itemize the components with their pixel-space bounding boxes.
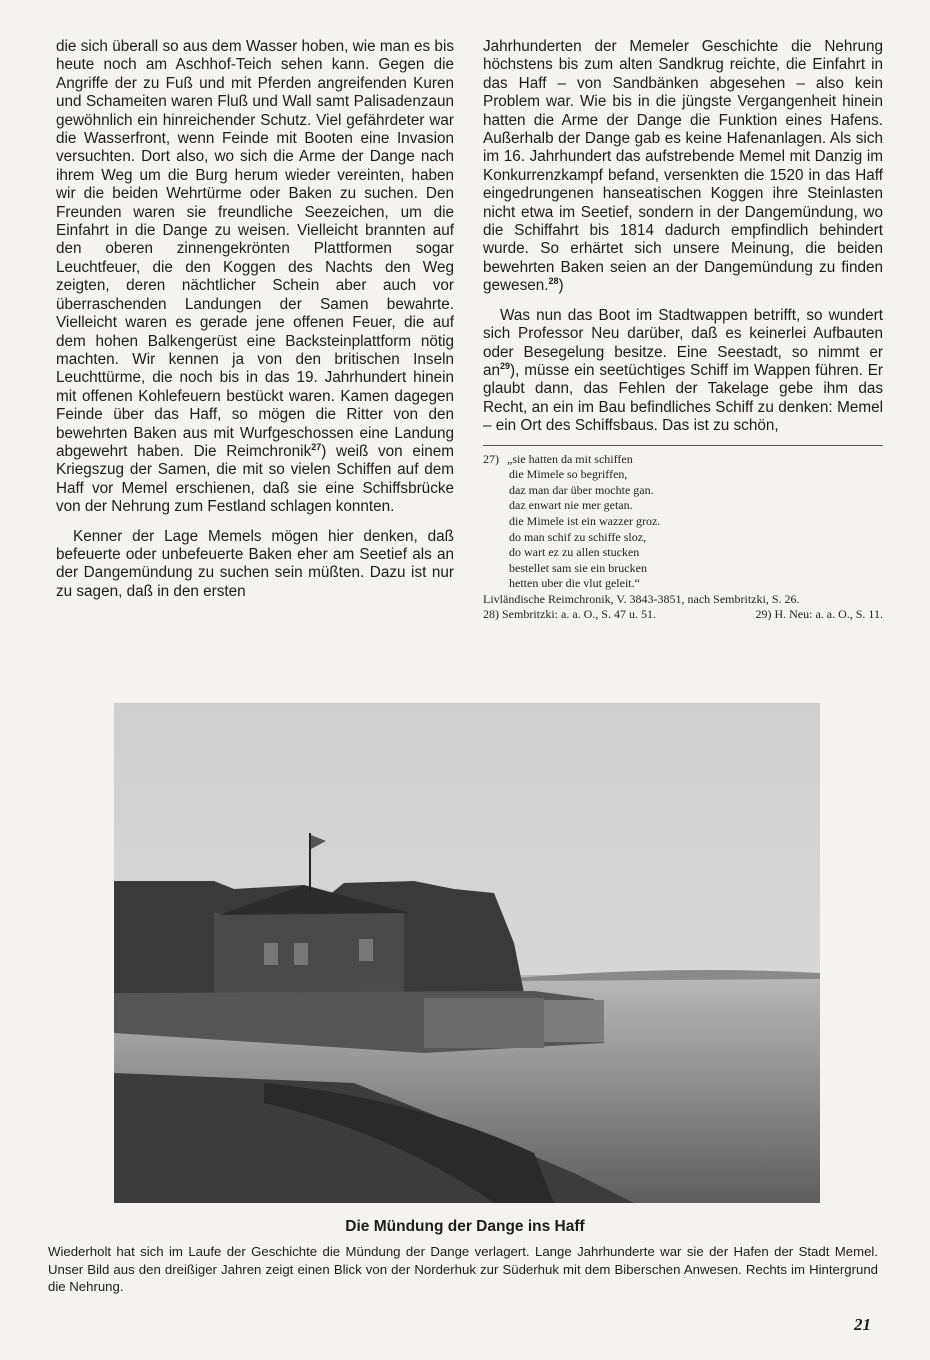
footnote-29: 29) H. Neu: a. a. O., S. 11.	[755, 607, 883, 622]
pier-end	[544, 1000, 604, 1042]
poem-line: daz enwart nie mer getan.	[509, 498, 633, 513]
footnote-divider	[483, 445, 883, 446]
right-text-column	[483, 38, 883, 623]
poem-line: hetten uber die vlut geleit.“	[509, 576, 640, 591]
footnote-28: 28) Sembritzki: a. a. O., S. 47 u. 51.	[483, 607, 656, 622]
poem-line: do man schif zu schiffe sloz,	[509, 529, 647, 544]
house-wall	[214, 913, 404, 993]
footnotes	[483, 452, 883, 624]
footnote-ref-29: 29	[500, 360, 511, 371]
right-paragraph-1: Jahrhunderten der Memeler Geschichte die Nehrung höchstens bis zum alten Sandkrug reichte, die Einfahrt in das Haff – von Sandbänken abgesehen – also kein Problem war. Wie bis in die jüngste Vergangenheit hinein hatten die Arme der Dange die Funktion eines Hafens. Außerhalb der Dange gab es keine Hafenanlagen. Als sich im 16. Jahrhundert das aufstrebende Memel mit Danzig im Konkurrenzkampf befand, versenkten die 1520 in das Haff eingedrungenen hanseatischen Koggen ihre Steinlasten nicht etwa im Seetief, sondern in der Dangemündung, wo die Schiffahrt bis 1814 dadurch empfindlich behindert wurde. So erhärtet sich unsere Meinung, die beiden bewehrten Baken seien an der Dangemündung zu finden gewesen.$^{28}$)	[483, 38, 883, 295]
poem-line: die Mimele ist ein wazzer groz.	[509, 513, 661, 528]
poem-line: do wart ez zu allen stucken	[509, 545, 640, 560]
left-text-column	[56, 38, 454, 601]
flag-pole	[309, 833, 311, 891]
page-number: 21	[854, 1315, 871, 1334]
left-paragraph-2: Kenner der Lage Memels mögen hier denken, daß befeuerte oder unbefeuerte Baken eher am Seetief als an der Dangemündung zu suchen sein müßten. Dazu ist nur zu sagen, daß in den ersten	[56, 527, 454, 600]
footnote-27-number: 27)	[483, 451, 499, 466]
house-window	[294, 943, 308, 965]
poem-line: „sie hatten da mit schiffen	[507, 451, 633, 466]
house-window	[264, 943, 278, 965]
poem-line: bestellet sam sie ein brucken	[509, 560, 647, 575]
figure-caption-title: Die Mündung der Dange ins Haff	[345, 1218, 585, 1235]
footnote-ref-27: 27	[311, 441, 322, 452]
harbor-photograph	[114, 703, 820, 1203]
right-paragraph-2: Was nun das Boot im Stadtwappen betrifft, so wundert sich Professor Neu darüber, daß es keinerlei Aufbauten oder Besegelung besitze. Eine Seestadt, so nimmt er $an^{29}$), müsse ein seetüchtiges Schiff im Wappen führen. Er glaubt dann, das Fehlen der Takelage gebe ihm das Recht, an ein im Bau befindliches Schiff zu denken: Memel – ein Ort des Schiffsbaus. Das ist zu schön,	[483, 306, 883, 435]
footnotes-28-29	[483, 607, 883, 623]
pier-front	[424, 998, 544, 1048]
footnote-ref-28: 28	[548, 276, 559, 287]
house-window	[359, 939, 373, 961]
figure-caption-text: Wiederholt hat sich im Laufe der Geschichte die Mündung der Dange verlagert. Lange Jahrhunderte war sie der Hafen der Stadt Memel. Unser Bild aus den dreißiger Jahren zeigt einen Blick von der Norderhuk zur Süderhuk mit dem Biberschen Anwesen. Rechts im Hintergrund die Nehrung.	[48, 1244, 878, 1295]
footnote-27	[483, 452, 883, 592]
left-paragraph-1: die sich überall so aus dem Wasser hoben, wie man es bis heute noch am Aschhof-Teich sehen kann. Gegen die Angriffe der zu Fuß und mit Pferden angreifenden Kuren und Schameiten waren Fluß und Wall samt Palisadenzaun gewöhnlich ein hinreichender Schutz. Viel gefährdeter war die Wasserfront, wenn Feinde mit Booten eine Invasion versuchten. Dort also, wo sich die Arme der Dange nach ihrem Weg um die Burg herum wieder vereinten, haben wir die beiden Wehrtürme oder Baken zu suchen. Den Freunden waren sie freundliche Seezeichen, um die Einfahrt in die Dange zu weisen. Vielleicht brannten auf den oberen zinnengekrönten Plattformen sogar Leuchtfeuer, die den Koggen des Nachts den Weg zeigten, deren nächtlicher Schein aber auch vor überraschenden Landungen der Samen bewahrte. Vielleicht waren es gerade jene offenen Feuer, die auf dem hohen Balkengerüst eine Backsteinplattform nötig machten. Wir kennen ja von den britischen Inseln Leuchttürme, die noch bis in das 19. Jahrhundert hinein mit offenen Kohlefeuern bestückt waren. Kamen dagegen Feinde über das Haff, so mögen die Ritter von den bewehrten Baken aus mit Wurfgeschossen eine Landung abgewehrt haben. Die Reimchronik$^{27}$) weiß von einem Kriegszug der Samen, die mit so vielen Schiffen auf dem Haff vor Memel erschienen, daß sie eine Schiffsbrücke von der Nehrung zum Festland schlagen konnten.	[56, 38, 455, 516]
poem-line: die Mimele so begriffen,	[509, 467, 628, 482]
footnote-27-source: Livländische Reimchronik, V. 3843-3851, nach Sembritzki, S. 26.	[483, 591, 800, 606]
poem-line: daz man dar über mochte gan.	[509, 482, 654, 497]
